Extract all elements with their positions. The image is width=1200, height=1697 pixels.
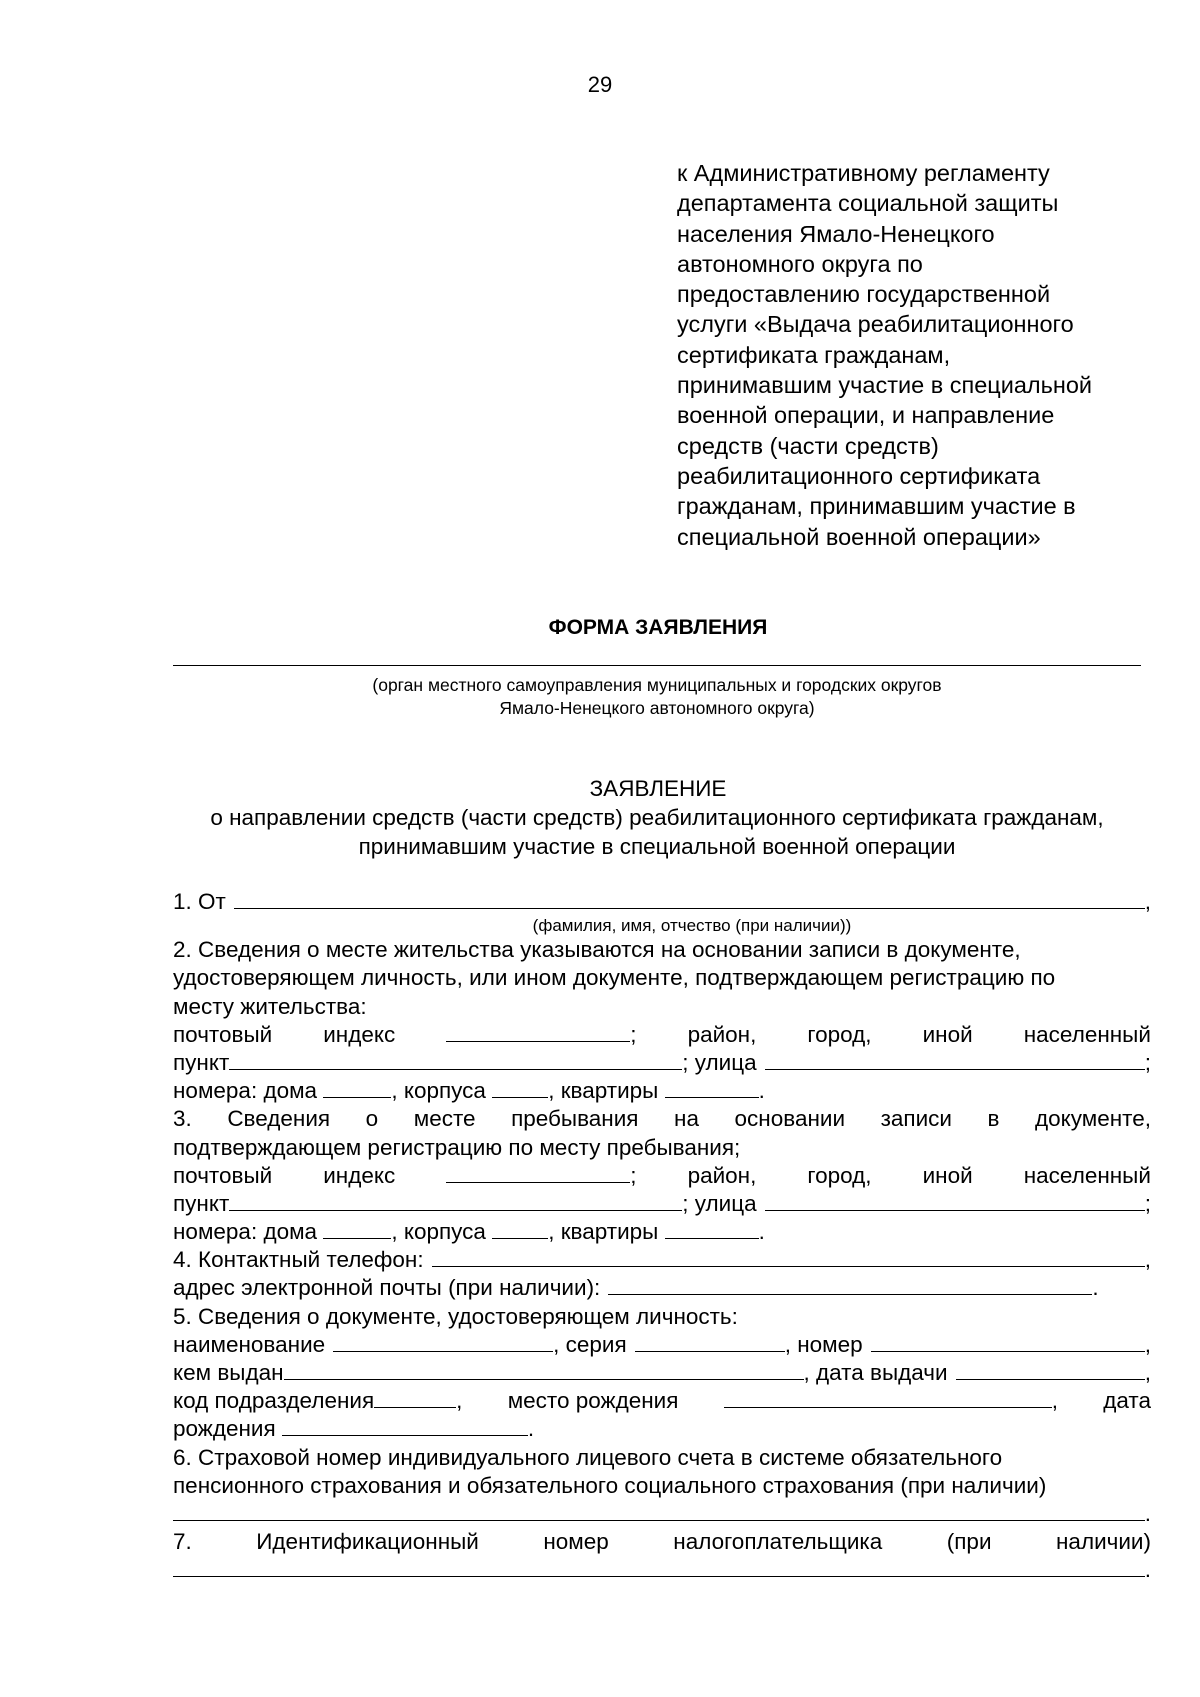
index-label: индекс <box>323 1021 396 1047</box>
form-body <box>173 888 1151 1585</box>
division-code-field[interactable] <box>374 1387 456 1408</box>
s3-word: в <box>987 1106 1000 1132</box>
birth-date-field[interactable] <box>282 1415 528 1436</box>
section-6-line: пенсионного страхования и обязательного социального страхования (при наличии) <box>173 1472 1047 1498</box>
index-label: индекс <box>323 1162 396 1188</box>
s7-word: 7. <box>173 1529 192 1555</box>
birth-date-row <box>173 1415 1151 1443</box>
other-label: иной <box>922 1162 973 1188</box>
semicolon: ; <box>630 1162 637 1188</box>
appendix-line: гражданам, принимавшим участие в <box>677 493 1076 520</box>
phone-field[interactable] <box>432 1246 1145 1267</box>
division-row <box>173 1387 1151 1415</box>
semicolon: ; <box>1144 1190 1151 1216</box>
appendix-line: средств (части средств) <box>677 432 939 459</box>
comma: , <box>1144 1247 1151 1273</box>
email-row <box>173 1274 1151 1302</box>
from-label: 1. От <box>173 889 226 914</box>
comma: , <box>1144 889 1151 914</box>
organ-caption-line: (орган местного самоуправления муниципальных и городских округов <box>372 675 942 695</box>
comma: , <box>1144 1331 1151 1357</box>
appendix-line: сертификата гражданам, <box>677 341 951 368</box>
birth-label: рождения <box>173 1416 276 1442</box>
residence-apartment-field[interactable] <box>665 1077 759 1098</box>
appendix-line: специальной военной операции» <box>677 523 1041 550</box>
s3-word: 3. <box>173 1106 192 1132</box>
period: . <box>758 1078 765 1104</box>
s3-word: на <box>674 1106 699 1132</box>
phone-row <box>173 1246 1151 1274</box>
house-label: номера: дома <box>173 1078 318 1104</box>
birth-place-label: место рождения <box>507 1388 679 1414</box>
statement-subtitle-line: о направлении средств (части средств) реабилитационного сертификата гражданам, <box>210 805 1104 830</box>
comma: , <box>1144 1360 1151 1385</box>
s7-word: (при <box>946 1529 992 1555</box>
section-5-line: 5. Сведения о документе, удостоверяющем личность: <box>173 1303 738 1329</box>
section-6-line: 6. Страховой номер индивидуального лицевого счета в системе обязательного <box>173 1444 1003 1470</box>
period: . <box>1092 1275 1099 1301</box>
building-label: , корпуса <box>391 1219 486 1245</box>
division-code-label: код подразделения <box>173 1388 375 1414</box>
residence-postal-index-field[interactable] <box>446 1021 630 1042</box>
section-2-line: 2. Сведения о месте жительства указываются на основании записи в документе, <box>173 937 1021 963</box>
other-label: иной <box>922 1021 973 1047</box>
s3-word: месте <box>413 1106 476 1132</box>
district-label: район, <box>687 1021 757 1047</box>
residence-street-field[interactable] <box>765 1049 1145 1070</box>
residence-building-field[interactable] <box>492 1077 548 1098</box>
stay-street-field[interactable] <box>765 1190 1145 1211</box>
house-label: номера: дома <box>173 1219 318 1245</box>
appendix-line: услуги «Выдача реабилитационного <box>677 311 1074 338</box>
section-2-line: удостоверяющем личность, или ином документе, подтверждающем регистрацию по <box>173 965 1056 991</box>
statement-subtitle <box>172 804 1142 861</box>
doc-name-label: наименование <box>173 1331 326 1357</box>
series-label: , серия <box>553 1331 627 1357</box>
residence-postal-row <box>173 1021 1151 1049</box>
settlement-label: населенный <box>1023 1162 1151 1188</box>
inn-field[interactable] <box>173 1556 1145 1577</box>
email-label: адрес электронной почты (при наличии): <box>173 1275 601 1301</box>
appendix-line: предоставлению государственной <box>677 281 1051 308</box>
section-2-line: месту жительства: <box>173 993 367 1019</box>
stay-locality-row <box>173 1190 1151 1218</box>
punkt-label: пункт <box>173 1049 230 1075</box>
appendix-line: реабилитационного сертификата <box>677 462 1041 489</box>
postal-label: почтовый <box>173 1162 273 1188</box>
punkt-label: пункт <box>173 1190 230 1216</box>
stay-postal-row <box>173 1162 1151 1190</box>
doc-series-field[interactable] <box>635 1331 785 1352</box>
building-label: , корпуса <box>391 1078 486 1104</box>
period: . <box>527 1416 535 1442</box>
issued-row <box>173 1359 1151 1387</box>
s7-word: номер <box>543 1529 609 1555</box>
organ-caption <box>173 674 1141 720</box>
appendix-header <box>677 158 1157 552</box>
stay-house-field[interactable] <box>323 1218 391 1239</box>
city-label: город, <box>807 1021 872 1047</box>
postal-label: почтовый <box>173 1021 273 1047</box>
fio-caption: (фамилия, имя, отчество (при наличии)) <box>532 916 852 936</box>
snils-row <box>173 1500 1151 1528</box>
stay-numbers-row <box>173 1218 1151 1246</box>
s3-word: пребывания <box>511 1106 639 1132</box>
appendix-line: военной операции, и направление <box>677 402 1055 429</box>
section-7-line <box>173 1528 1151 1556</box>
apartment-label: , квартиры <box>548 1219 659 1245</box>
apartment-label: , квартиры <box>548 1078 659 1104</box>
comma: , <box>456 1388 463 1414</box>
settlement-label: населенный <box>1023 1021 1151 1047</box>
doc-name-field[interactable] <box>333 1331 553 1352</box>
street-label: ; улица <box>682 1190 757 1216</box>
appendix-line: автономного округа по <box>677 250 923 277</box>
date-label: дата <box>1103 1388 1151 1414</box>
section-3-line <box>173 1105 1151 1133</box>
from-row <box>173 888 1151 916</box>
page-number: 29 <box>587 72 613 97</box>
district-label: район, <box>687 1162 757 1188</box>
issued-by-field[interactable] <box>284 1359 804 1380</box>
period: . <box>758 1219 765 1245</box>
residence-house-field[interactable] <box>323 1077 391 1098</box>
appendix-line: принимавшим участие в специальной <box>677 372 1093 399</box>
s7-word: Идентификационный <box>256 1529 479 1555</box>
semicolon: ; <box>630 1021 637 1047</box>
statement-subtitle-line: принимавшим участие в специальной военной операции <box>358 833 956 859</box>
statement-title: ЗАЯВЛЕНИЕ <box>589 776 727 801</box>
issue-date-label: , дата выдачи <box>803 1360 948 1385</box>
doc-number-field[interactable] <box>871 1331 1145 1352</box>
residence-locality-row <box>173 1049 1151 1077</box>
street-label: ; улица <box>682 1049 757 1075</box>
appendix-line: департамента социальной защиты <box>677 190 1059 217</box>
issued-by-label: кем выдан <box>173 1360 284 1385</box>
organ-name-blank[interactable] <box>173 665 1141 666</box>
form-title: ФОРМА ЗАЯВЛЕНИЯ <box>548 616 768 639</box>
period: . <box>1144 1557 1151 1583</box>
stay-building-field[interactable] <box>492 1218 548 1239</box>
organ-caption-line: Ямало-Ненецкого автономного округа) <box>499 698 815 718</box>
s3-word: документе, <box>1035 1106 1151 1132</box>
period: . <box>1144 1500 1151 1526</box>
birth-place-field[interactable] <box>724 1387 1052 1408</box>
residence-locality-field[interactable] <box>229 1049 682 1070</box>
s3-word: записи <box>880 1106 952 1132</box>
appendix-line: к Административному регламенту <box>677 160 1050 186</box>
stay-apartment-field[interactable] <box>665 1218 759 1239</box>
issue-date-field[interactable] <box>956 1359 1145 1380</box>
comma: , <box>1051 1388 1058 1414</box>
number-label: , номер <box>784 1331 863 1357</box>
city-label: город, <box>807 1162 872 1188</box>
phone-label: 4. Контактный телефон: <box>173 1247 424 1273</box>
doc-name-row <box>173 1331 1151 1359</box>
s3-word: о <box>365 1106 379 1132</box>
s7-word: налогоплательщика <box>673 1529 883 1555</box>
snils-field[interactable] <box>173 1500 1145 1521</box>
fio-field[interactable] <box>234 888 1145 909</box>
inn-row <box>173 1556 1151 1584</box>
semicolon: ; <box>1144 1049 1151 1075</box>
s3-word: Сведения <box>227 1106 331 1132</box>
section-3-line: подтверждающем регистрацию по месту пребывания; <box>173 1134 741 1160</box>
residence-numbers-row <box>173 1077 1151 1105</box>
appendix-line: населения Ямало-Ненецкого <box>677 220 995 247</box>
stay-locality-field[interactable] <box>229 1190 682 1211</box>
stay-postal-index-field[interactable] <box>446 1162 630 1183</box>
s7-word: наличии) <box>1056 1529 1151 1555</box>
email-field[interactable] <box>608 1274 1092 1295</box>
s3-word: основании <box>734 1106 846 1132</box>
